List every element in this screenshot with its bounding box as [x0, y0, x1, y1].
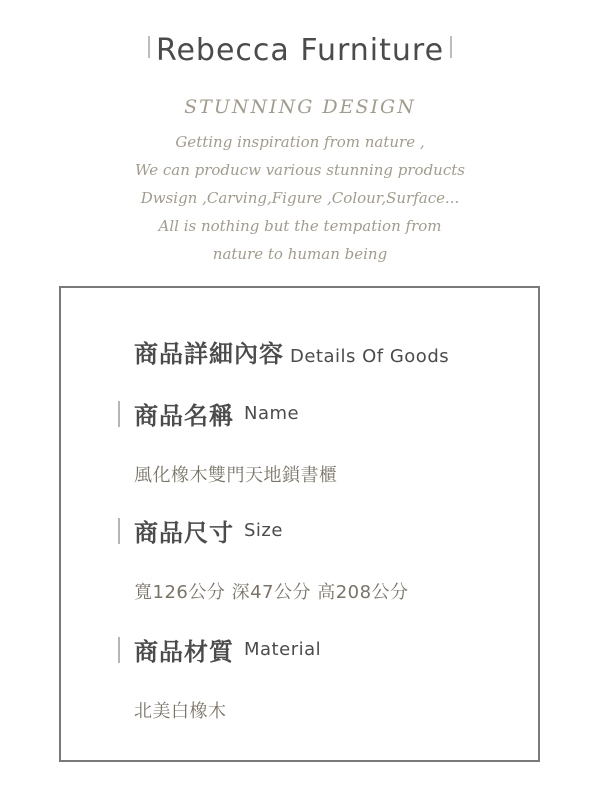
section-label	[118, 632, 321, 667]
brand-title	[0, 33, 600, 68]
section-material	[118, 632, 321, 723]
section-label-en: Size	[244, 520, 283, 541]
section-label	[118, 396, 338, 431]
details-heading	[134, 334, 449, 369]
section-label	[118, 513, 409, 548]
section-label-zh: 商品尺寸	[134, 519, 234, 547]
section-value-name: 風化橡木雙門天地鎖書櫃	[134, 465, 338, 486]
slogan-line: We can producw various stunning products	[135, 161, 465, 179]
section-name	[118, 396, 338, 487]
section-label-en: Material	[244, 639, 322, 660]
section-label-en: Name	[244, 403, 300, 424]
section-size	[118, 513, 409, 604]
slogan-line: Dwsign ,Carving,Figure ,Colour,Surface...	[140, 189, 460, 207]
section-label-zh: 商品材質	[134, 638, 234, 666]
details-heading-zh: 商品詳細內容	[134, 340, 284, 368]
slogan-text	[0, 128, 600, 268]
section-divider	[118, 637, 120, 663]
details-heading-en: Details Of Goods	[290, 346, 450, 367]
details-box	[59, 286, 540, 762]
section-value-material: 北美白橡木	[134, 701, 227, 722]
slogan-title: STUNNING DESIGN	[184, 96, 416, 118]
slogan-line: All is nothing but the tempation from	[158, 217, 442, 235]
section-label-zh: 商品名稱	[134, 402, 234, 430]
slogan-line: nature to human being	[212, 245, 388, 263]
section-divider	[118, 401, 120, 427]
brand-name: Rebecca Furniture	[155, 33, 445, 68]
slogan-line: Getting inspiration from nature ,	[175, 133, 425, 151]
brand-right-bar	[450, 36, 452, 58]
section-value-size: 寬126公分 深47公分 高208公分	[134, 582, 409, 603]
brand-left-bar	[148, 36, 150, 58]
section-divider	[118, 518, 120, 544]
